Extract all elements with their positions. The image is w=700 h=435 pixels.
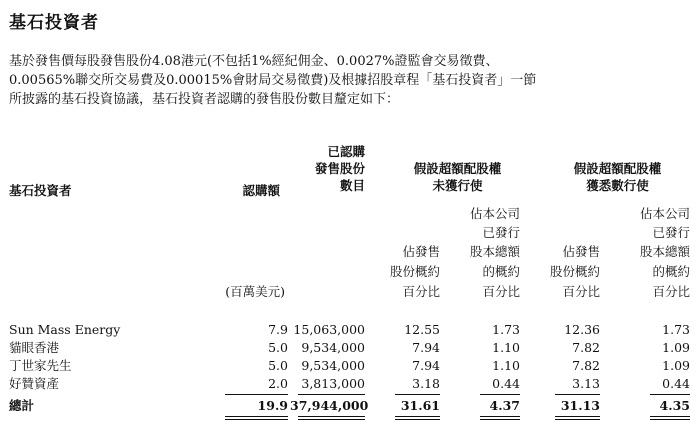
total-underline: [298, 416, 365, 417]
table-cell-a1: 3.18: [412, 376, 440, 391]
header-b-pct-issued-line4: 的概約: [652, 264, 690, 279]
header-b-pct-offer-line2: 股份概約: [549, 264, 600, 279]
total-cell-amount: 19.9: [257, 398, 288, 413]
total-rule-b1: [555, 394, 600, 395]
table-row-name: 貓眼香港: [9, 340, 60, 355]
group-header-not-exercised-line2: 未獲行使: [432, 178, 483, 193]
table-cell-b1: 12.36: [564, 322, 600, 337]
table-cell-b2: 1.09: [662, 358, 690, 373]
total-rule-amount: [225, 394, 288, 395]
table-cell-a1: 7.94: [412, 358, 440, 373]
header-b-pct-offer-line1: 佔發售: [562, 244, 600, 259]
table-row-name: 丁世家先生: [9, 358, 72, 373]
header-b-pct-issued-line1: 佔本公司: [639, 206, 690, 221]
table-cell-shares: 15,063,000: [293, 322, 365, 337]
table-cell-amount: 7.9: [268, 322, 288, 337]
header-shares-line1: 已認購: [327, 144, 365, 159]
header-a-pct-issued-line2: 已發行: [482, 225, 520, 240]
table-cell-b1: 3.13: [572, 376, 600, 391]
header-b-pct-offer-line3: 百分比: [562, 284, 600, 299]
paragraph-line: 0.00565%聯交所交易費及0.00015%會財局交易徵費)及根據招股章程「基石投資者」一節: [9, 73, 537, 88]
header-b-pct-issued-line3: 股本總額: [639, 244, 690, 259]
intro-paragraph: [9, 52, 694, 109]
section-title: 基石投資者: [9, 13, 99, 33]
header-shares-line2: 發售股份: [314, 161, 365, 176]
table-cell-a2: 0.44: [492, 376, 520, 391]
table-cell-shares: 9,534,000: [301, 358, 365, 373]
header-a-pct-issued-line5: 百分比: [482, 284, 520, 299]
table-cell-a2: 1.10: [492, 340, 520, 355]
group-header-exercised-line2: 獲悉數行使: [586, 178, 649, 193]
table-cell-b1: 7.82: [572, 340, 600, 355]
total-underline: [650, 419, 690, 420]
total-cell-b2: 4.35: [659, 398, 690, 413]
total-cell-shares: 37,944,000: [290, 398, 369, 413]
total-rule-shares: [298, 394, 365, 395]
header-a-pct-issued-line4: 的概約: [482, 264, 520, 279]
total-cell-a1: 31.61: [400, 398, 440, 413]
table-cell-shares: 3,813,000: [301, 376, 365, 391]
table-cell-a1: 12.55: [404, 322, 440, 337]
total-underline: [225, 416, 288, 417]
table-cell-b2: 0.44: [662, 376, 690, 391]
total-underline: [555, 419, 600, 420]
table-cell-b2: 1.73: [662, 322, 690, 337]
total-underline: [298, 419, 365, 420]
total-underline: [555, 416, 600, 417]
total-underline: [225, 419, 288, 420]
header-a-pct-issued-line3: 股本總額: [469, 244, 520, 259]
table-cell-a2: 1.10: [492, 358, 520, 373]
table-cell-b2: 1.09: [662, 340, 690, 355]
total-row-label: 總計: [9, 398, 35, 413]
total-underline: [480, 416, 520, 417]
header-a-pct-issued-line1: 佔本公司: [469, 206, 520, 221]
paragraph-line: 所披露的基石投資協議，基石投資者認購的發售股份數目釐定如下：: [9, 92, 400, 107]
total-rule-a1: [395, 394, 440, 395]
total-rule-a2: [480, 394, 520, 395]
total-rule-b2: [650, 394, 690, 395]
paragraph-line: 基於發售價每股發售股份4.08港元(不包括1%經紀佣金、0.0027%證監會交易徵費、: [9, 54, 499, 69]
header-b-pct-issued-line2: 已發行: [652, 225, 690, 240]
table-cell-amount: 5.0: [268, 340, 288, 355]
group-header-exercised-line1: 假設超額配股權: [573, 161, 662, 176]
header-a-pct-offer-line2: 股份概約: [389, 264, 440, 279]
table-cell-shares: 9,534,000: [301, 340, 365, 355]
table-cell-a2: 1.73: [492, 322, 520, 337]
total-cell-b1: 31.13: [560, 398, 600, 413]
header-b-pct-issued-line5: 百分比: [652, 284, 690, 299]
table-row-name: 好贊資產: [9, 376, 60, 391]
total-underline: [650, 416, 690, 417]
table-cell-amount: 5.0: [268, 358, 288, 373]
header-a-pct-offer-line1: 佔發售: [402, 244, 440, 259]
table-row-name: Sun Mass Energy: [9, 322, 121, 337]
header-amount-unit: (百萬美元): [225, 284, 285, 299]
header-shares-line3: 數目: [339, 178, 365, 193]
header-investor: 基石投資者: [9, 183, 72, 198]
header-a-pct-offer-line3: 百分比: [402, 284, 440, 299]
header-amount: 認購額: [242, 183, 280, 198]
total-underline: [395, 416, 440, 417]
total-underline: [480, 419, 520, 420]
table-cell-b1: 7.82: [572, 358, 600, 373]
total-underline: [395, 419, 440, 420]
group-header-not-exercised-line1: 假設超額配股權: [413, 161, 502, 176]
table-cell-a1: 7.94: [412, 340, 440, 355]
table-cell-amount: 2.0: [268, 376, 288, 391]
total-cell-a2: 4.37: [489, 398, 520, 413]
